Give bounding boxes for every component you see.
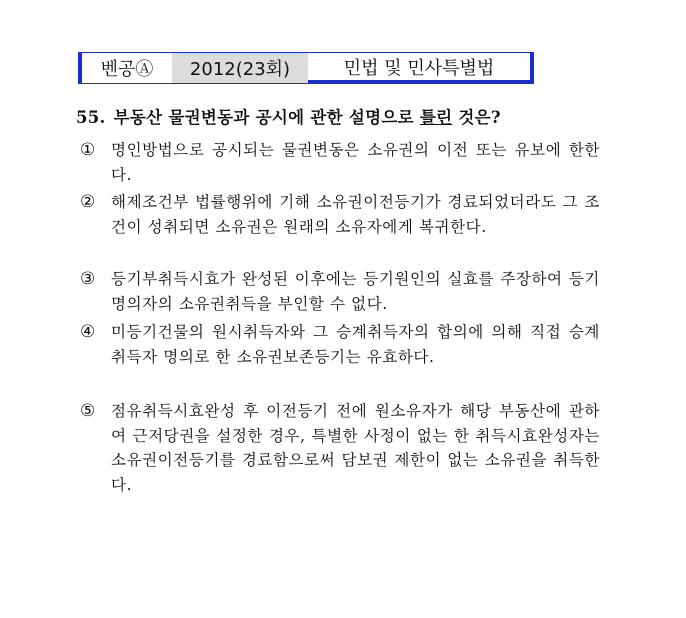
option-3[interactable] [80,267,600,316]
option-4-marker: ④ [80,322,96,342]
option-1-text: 명인방법으로 공시되는 물권변동은 소유권의 이전 또는 유보에 한한다. [111,141,600,184]
question-text-before: 부동산 물권변동과 공시에 관한 설명으로 [113,108,420,127]
option-3-marker: ③ [80,269,96,289]
option-5[interactable] [80,399,600,497]
option-2-marker: ② [80,192,96,212]
option-5-text: 점유취득시효완성 후 이전등기 전에 원소유자가 해당 부동산에 관하여 근저당권을 설정한 경우, 특별한 사정이 없는 한 취득시효완성자는 소유권이전등기를 경료함으로써 담보권 제한이 없는 소유권을 취득한다. [111,402,600,494]
option-1-marker: ① [80,140,96,160]
header-subject: 민법 및 민사특별법 [308,52,534,84]
exam-header [78,52,534,84]
option-5-marker: ⑤ [80,401,96,421]
option-2-text: 해제조건부 법률행위에 기해 소유권이전등기가 경료되었더라도 그 조건이 성취되면 소유권은 원래의 소유자에게 복귀한다. [111,193,600,236]
question-text-after: 것은? [452,108,501,127]
option-1[interactable] [80,138,600,187]
header-label: 벤공Ⓐ [78,52,172,84]
option-4-text: 미등기건물의 원시취득자와 그 승계취득자의 합의에 의해 직접 승계취득자 명의로 한 소유권보존등기는 유효하다. [111,323,600,366]
header-exam-year: 2012(23회) [172,52,308,84]
option-4[interactable] [80,320,600,369]
option-2[interactable] [80,190,600,239]
question-underlined-word: 틀린 [419,108,453,127]
option-3-text: 등기부취득시효가 완성된 이후에는 등기원인의 실효를 주장하여 등기명의자의 소유권취득을 부인할 수 없다. [111,270,600,313]
question-number: 55. [76,108,106,127]
question-stem [76,104,501,128]
